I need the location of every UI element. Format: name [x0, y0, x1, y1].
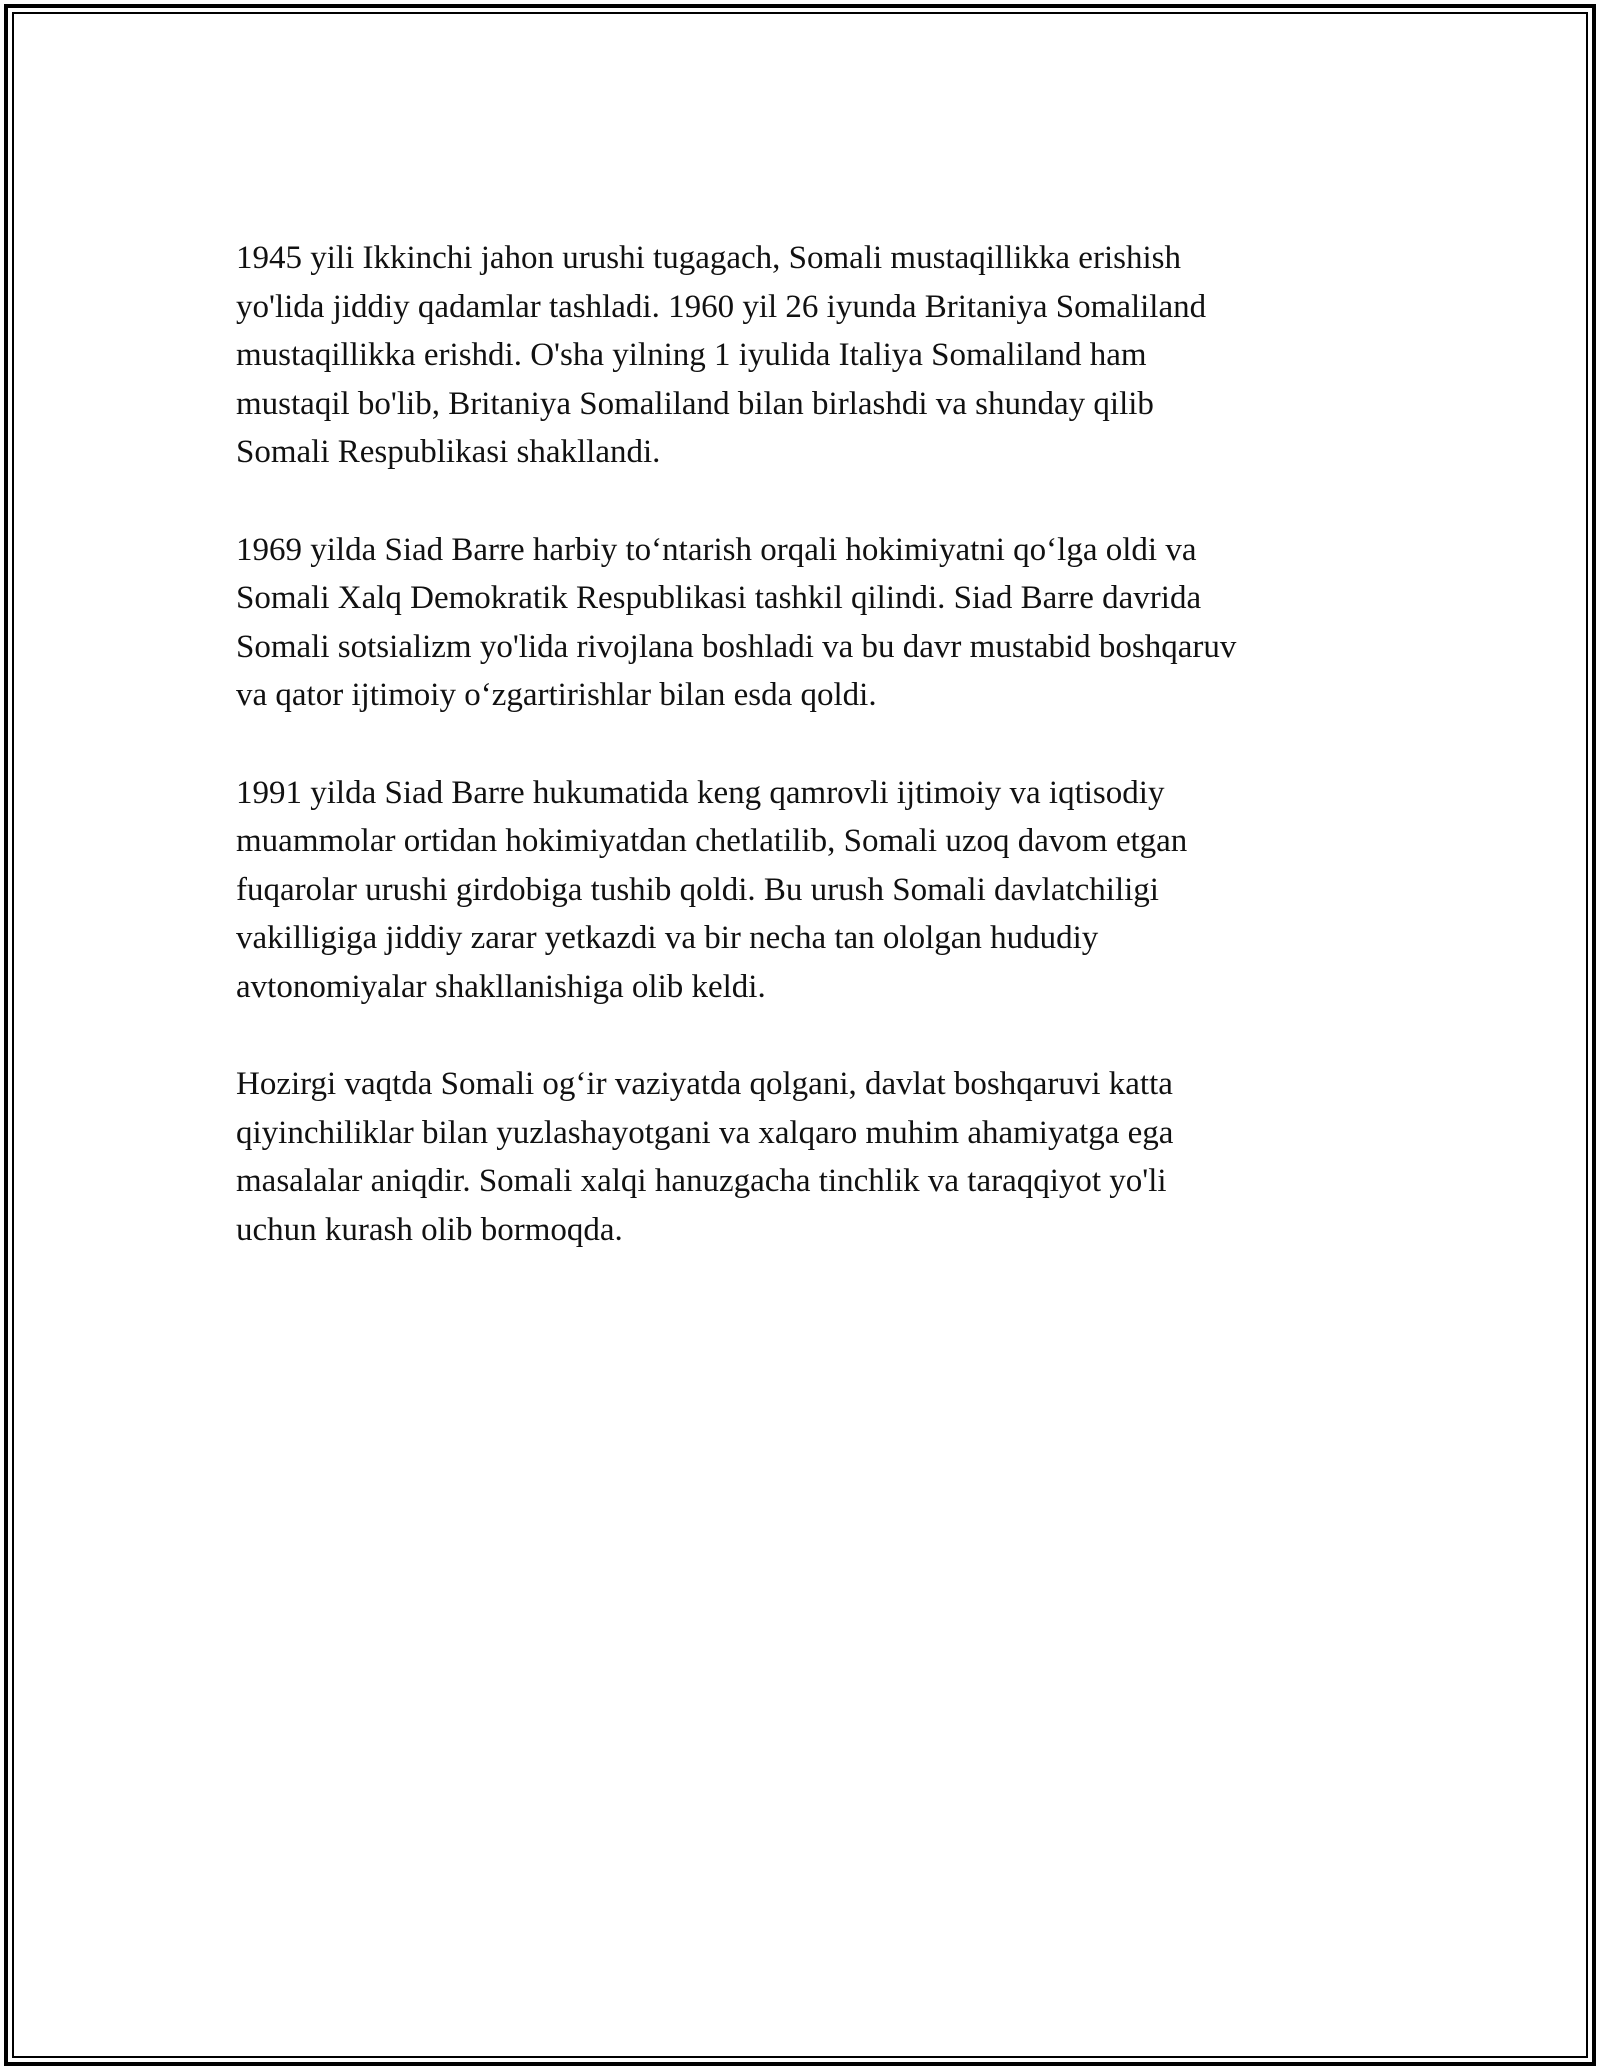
paragraph-siad-barre-coup: 1969 yilda Siad Barre harbiy to‘ntarish orqali hokimiyatni qo‘lga oldi va Somali Xalq Demokratik Respublikasi tashkil qilindi. Siad Barre davrida Somali sotsializm yo'lida rivojlana boshladi va bu davr mustabid boshqaruv va qator ijtimoiy o‘zgartirishlar bilan esda qoldi.	[236, 531, 1237, 713]
paragraph-present-day: Hozirgi vaqtda Somali og‘ir vaziyatda qolgani, davlat boshqaruvi katta qiyinchiliklar bilan yuzlashayotgani va xalqaro muhim ahamiyatga ega masalalar aniqdir. Somali xalqi hanuzgacha tinchlik va taraqqiyot yo'li uchun kurash olib bormoqda.	[236, 1066, 1174, 1248]
paragraph-independence: 1945 yili Ikkinchi jahon urushi tugagach, Somali mustaqillikka erishish yo'lida jiddiy qadamlar tashladi. 1960 yil 26 iyunda Britaniya Somaliland mustaqillikka erishdi. O'sha yilning 1 iyulida Italiya Somaliland ham mustaqil bo'lib, Britaniya Somaliland bilan birlashdi va shunday qilib Somali Respublikasi shakllandi.	[236, 240, 1207, 470]
paragraph-civil-war: 1991 yilda Siad Barre hukumatida keng qamrovli ijtimoiy va iqtisodiy muammolar ortidan hokimiyatdan chetlatilib, Somali uzoq davom etgan fuqarolar urushi girdobiga tushib qoldi. Bu urush Somali davlatchiligi vakilligiga jiddiy zarar yetkazdi va bir necha tan ololgan hududiy avtonomiyalar shakllanishiga olib keldi.	[236, 774, 1188, 1005]
document-body	[236, 234, 1366, 1303]
